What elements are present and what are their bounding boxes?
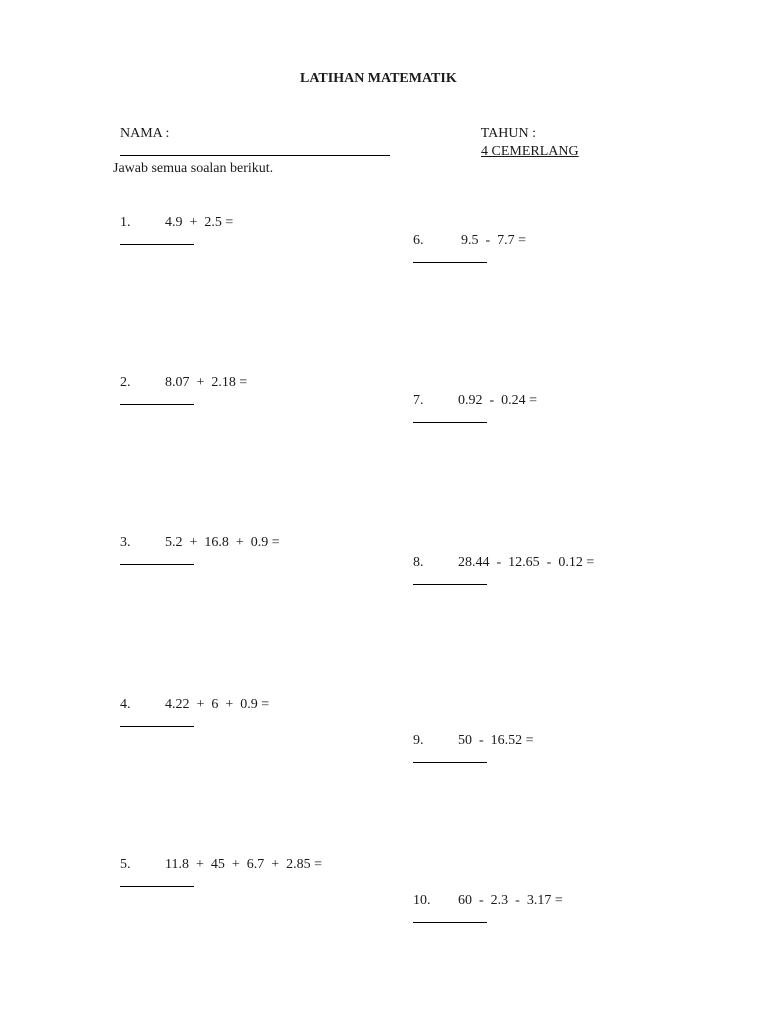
nama-row [113,107,390,162]
answer-blank[interactable] [413,910,487,923]
answer-blank[interactable] [413,750,487,763]
question-expression: 0.92 - 0.24 = [458,393,538,408]
question-expression: 60 - 2.3 - 3.17 = [458,893,563,908]
question-2 [113,356,247,411]
question-9 [406,714,534,769]
answer-blank[interactable] [413,410,487,423]
question-7 [406,374,537,429]
page-title: LATIHAN MATEMATIK [300,71,457,86]
tahun-label: TAHUN : [480,126,537,141]
answer-blank[interactable] [413,250,487,263]
answer-blank[interactable] [413,572,487,585]
answer-blank[interactable] [120,392,194,405]
question-number: 5. [120,857,131,872]
answer-blank[interactable] [120,552,194,565]
question-number: 10. [413,893,431,908]
instruction: Jawab semua soalan berikut. [113,161,274,176]
question-10 [406,874,563,929]
question-5-answer [113,856,194,893]
question-expression: 28.44 - 12.65 - 0.12 = [458,555,595,570]
nama-label: NAMA : [120,126,170,141]
question-expression: 8.07 + 2.18 = [165,375,248,390]
question-6 [406,214,526,269]
question-expression: 11.8 + 45 + 6.7 + 2.85 = [165,857,323,872]
nama-field[interactable] [120,143,390,156]
question-number: 2. [120,375,131,390]
tahun-row [474,107,579,161]
question-expression: 50 - 16.52 = [458,733,534,748]
question-number: 9. [413,733,424,748]
question-number: 8. [413,555,424,570]
question-expression: 9.5 - 7.7 = [461,233,527,248]
question-number: 1. [120,215,131,230]
question-number: 7. [413,393,424,408]
question-expression: 5.2 + 16.8 + 0.9 = [165,535,280,550]
question-8-answer [406,554,487,591]
question-4 [113,678,269,733]
answer-blank[interactable] [120,714,194,727]
question-number: 3. [120,535,131,550]
question-number: 6. [413,233,424,248]
question-3 [113,516,280,571]
question-1 [113,196,233,251]
question-expression: 4.22 + 6 + 0.9 = [165,697,270,712]
question-number: 4. [120,697,131,712]
answer-blank[interactable] [120,232,194,245]
question-expression: 4.9 + 2.5 = [165,215,234,230]
answer-blank[interactable] [120,874,194,887]
tahun-value: 4 CEMERLANG [481,144,579,159]
